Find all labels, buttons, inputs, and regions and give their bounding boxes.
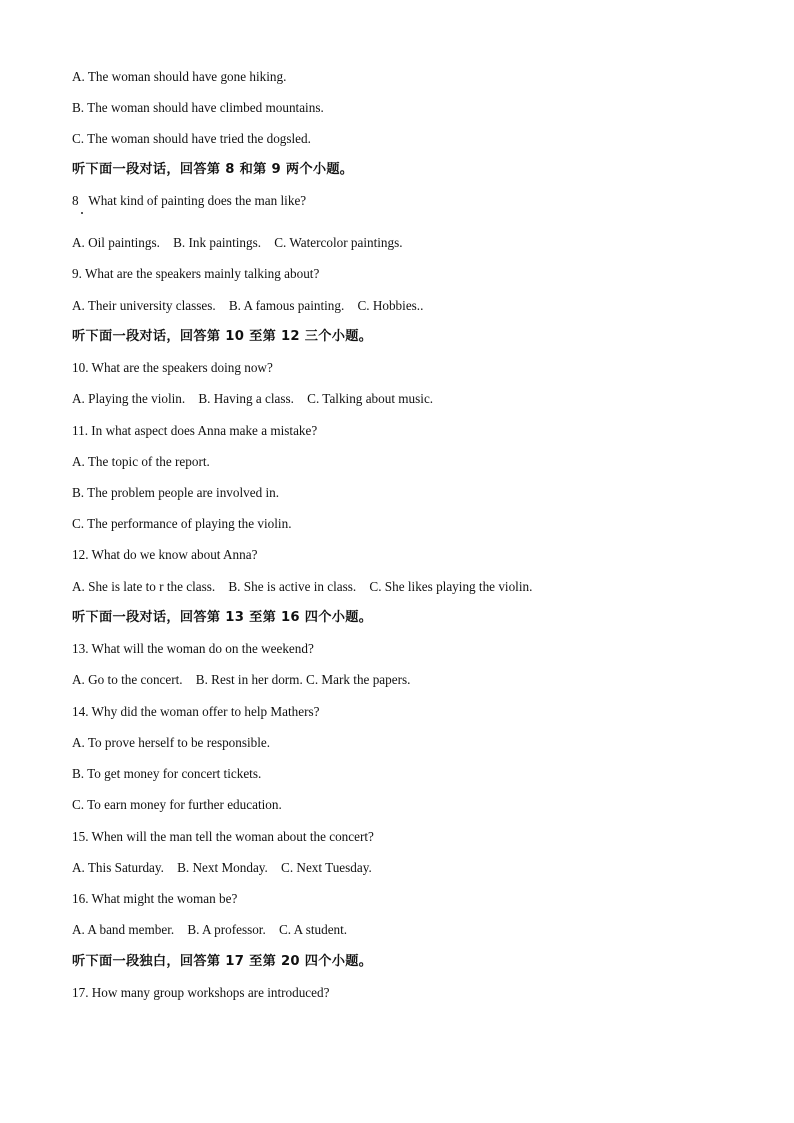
question-16: 16. What might the woman be? (72, 891, 238, 906)
q8-options: A. Oil paintings. B. Ink paintings. C. Watercolor paintings. (72, 235, 403, 250)
q11-option-c: C. The performance of playing the violin. (72, 516, 292, 531)
section-heading-q10-q12: 听下面一段对话，回答第 10 至第 12 三个小题。 (72, 329, 373, 344)
q14-option-b: B. To get money for concert tickets. (72, 766, 262, 781)
q9-options: A. Their university classes. B. A famous painting. C. Hobbies.. (72, 298, 424, 313)
q11-option-a: A. The topic of the report. (72, 454, 210, 469)
question-10: 10. What are the speakers doing now? (72, 360, 273, 375)
q15-options: A. This Saturday. B. Next Monday. C. Next Tuesday. (72, 860, 372, 875)
q10-options: A. Playing the violin. B. Having a class. C. Talking about music. (72, 391, 434, 406)
q13-options: A. Go to the concert. B. Rest in her dorm. C. Mark the papers. (72, 672, 411, 687)
question-15: 15. When will the man tell the woman about the concert? (72, 829, 374, 844)
q7-option-b: B. The woman should have climbed mountains. (72, 100, 324, 115)
question-11: 11. In what aspect does Anna make a mistake? (72, 423, 318, 438)
question-13: 13. What will the woman do on the weekend? (72, 641, 314, 656)
q14-option-a: A. To prove herself to be responsible. (72, 735, 271, 750)
q16-options: A. A band member. B. A professor. C. A student. (72, 922, 348, 937)
question-12: 12. What do we know about Anna? (72, 547, 258, 562)
q12-options: A. She is late to r the class. B. She is active in class. C. She likes playing the violin. (72, 579, 533, 594)
q14-option-c: C. To earn money for further education. (72, 797, 282, 812)
section-heading-q17-q20: 听下面一段独白，回答第 17 至第 20 四个小题。 (72, 954, 373, 969)
question-14: 14. Why did the woman offer to help Mathers? (72, 704, 320, 719)
q7-option-a: A. The woman should have gone hiking. (72, 69, 287, 84)
section-heading-q8-q9: 听下面一段对话，回答第 8 和第 9 两个小题。 (72, 162, 354, 177)
q11-option-b: B. The problem people are involved in. (72, 485, 280, 500)
question-9: 9. What are the speakers mainly talking about? (72, 266, 320, 281)
question-8: 8 What kind of painting does the man like? (72, 193, 307, 208)
stray-dot-mark (81, 212, 83, 214)
question-17: 17. How many group workshops are introduced? (72, 985, 330, 1000)
section-heading-q13-q16: 听下面一段对话，回答第 13 至第 16 四个小题。 (72, 610, 373, 625)
q7-option-c: C. The woman should have tried the dogsled. (72, 131, 311, 146)
